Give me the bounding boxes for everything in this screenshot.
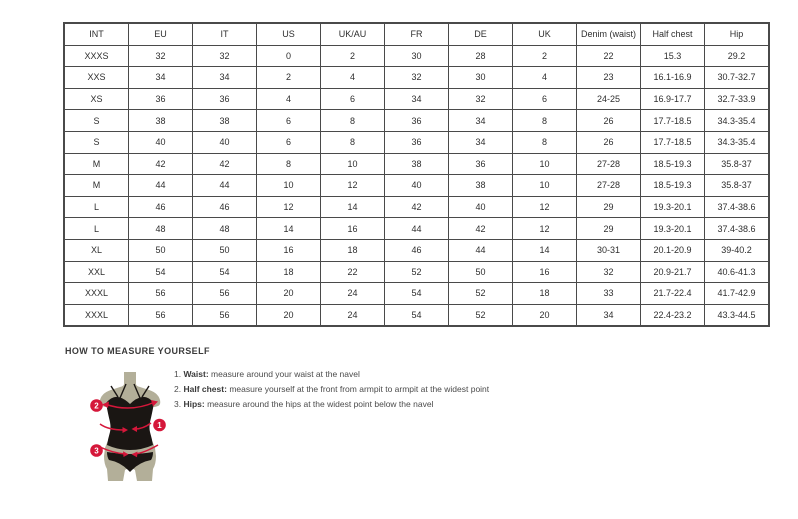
table-cell: 16 <box>513 261 577 283</box>
table-cell: 34 <box>385 88 449 110</box>
table-cell: 12 <box>257 196 321 218</box>
table-cell: 26 <box>577 110 641 132</box>
table-cell: 46 <box>129 196 193 218</box>
table-row <box>64 175 769 197</box>
table-cell: 24 <box>321 304 385 326</box>
measure-step-waist <box>174 367 514 382</box>
table-cell: 8 <box>513 131 577 153</box>
table-cell: 32 <box>385 67 449 89</box>
column-header-uk-au: UK/AU <box>321 23 385 45</box>
table-cell: XXL <box>64 261 129 283</box>
column-header-int: INT <box>64 23 129 45</box>
table-cell: 16.1-16.9 <box>641 67 705 89</box>
table-cell: 14 <box>257 218 321 240</box>
table-cell: 44 <box>385 218 449 240</box>
table-cell: 16 <box>321 218 385 240</box>
table-cell: 52 <box>449 283 513 305</box>
table-cell: 32 <box>129 45 193 67</box>
size-table-head-row <box>64 23 769 45</box>
table-cell: L <box>64 218 129 240</box>
table-cell: 40 <box>449 196 513 218</box>
table-cell: 40 <box>385 175 449 197</box>
measurement-figure <box>80 372 180 497</box>
table-cell: 36 <box>449 153 513 175</box>
table-cell: 20.9-21.7 <box>641 261 705 283</box>
table-row <box>64 110 769 132</box>
table-cell: 34 <box>577 304 641 326</box>
table-cell: 36 <box>193 88 257 110</box>
table-cell: 20 <box>257 304 321 326</box>
table-row <box>64 196 769 218</box>
table-cell: 10 <box>321 153 385 175</box>
table-cell: 35.8-37 <box>705 153 770 175</box>
table-cell: 30.7-32.7 <box>705 67 770 89</box>
table-cell: 34 <box>449 110 513 132</box>
table-cell: 54 <box>193 261 257 283</box>
table-cell: 38 <box>129 110 193 132</box>
table-row <box>64 218 769 240</box>
waist-badge-icon <box>153 419 166 432</box>
table-cell: 40.6-41.3 <box>705 261 770 283</box>
svg-text:2: 2 <box>94 401 99 411</box>
table-row <box>64 45 769 67</box>
table-cell: 56 <box>129 304 193 326</box>
table-cell: 20.1-20.9 <box>641 239 705 261</box>
table-cell: 54 <box>129 261 193 283</box>
table-cell: 19.3-20.1 <box>641 196 705 218</box>
table-cell: 32 <box>449 88 513 110</box>
table-cell: 29 <box>577 196 641 218</box>
step-text: measure around the hips at the widest point below the navel <box>207 399 434 410</box>
table-cell: 46 <box>385 239 449 261</box>
measure-steps-list <box>174 367 514 413</box>
table-cell: 6 <box>321 88 385 110</box>
table-cell: 29.2 <box>705 45 770 67</box>
table-cell: S <box>64 110 129 132</box>
step-number: 2. <box>174 384 182 395</box>
table-cell: 10 <box>257 175 321 197</box>
table-cell: 20 <box>513 304 577 326</box>
table-cell: 8 <box>321 110 385 132</box>
table-cell: XL <box>64 239 129 261</box>
mannequin-illustration <box>80 372 180 497</box>
step-label: Hips: <box>183 399 205 410</box>
column-header-denim-waist-: Denim (waist) <box>577 23 641 45</box>
table-cell: 34 <box>193 67 257 89</box>
table-cell: XXXL <box>64 283 129 305</box>
table-cell: 38 <box>193 110 257 132</box>
table-cell: 56 <box>129 283 193 305</box>
table-row <box>64 261 769 283</box>
table-row <box>64 239 769 261</box>
table-cell: 17.7-18.5 <box>641 110 705 132</box>
column-header-fr: FR <box>385 23 449 45</box>
table-cell: 24 <box>321 283 385 305</box>
table-cell: 39-40.2 <box>705 239 770 261</box>
size-table-section <box>63 22 770 327</box>
table-cell: 14 <box>321 196 385 218</box>
table-cell: 28 <box>449 45 513 67</box>
table-cell: 38 <box>449 175 513 197</box>
table-cell: 34.3-35.4 <box>705 131 770 153</box>
step-number: 3. <box>174 399 182 410</box>
table-cell: 32.7-33.9 <box>705 88 770 110</box>
table-cell: 22.4-23.2 <box>641 304 705 326</box>
table-cell: 8 <box>513 110 577 132</box>
table-cell: 21.7-22.4 <box>641 283 705 305</box>
table-cell: 46 <box>193 196 257 218</box>
table-row <box>64 283 769 305</box>
measure-step-hips <box>174 397 514 412</box>
table-cell: 2 <box>257 67 321 89</box>
column-header-half-chest: Half chest <box>641 23 705 45</box>
table-cell: 41.7-42.9 <box>705 283 770 305</box>
table-cell: 2 <box>513 45 577 67</box>
table-cell: 6 <box>257 110 321 132</box>
table-cell: 43.3-44.5 <box>705 304 770 326</box>
table-cell: 48 <box>193 218 257 240</box>
table-cell: 16.9-17.7 <box>641 88 705 110</box>
svg-text:3: 3 <box>94 446 99 456</box>
measure-step-half-chest <box>174 382 514 397</box>
column-header-hip: Hip <box>705 23 770 45</box>
column-header-it: IT <box>193 23 257 45</box>
table-cell: 2 <box>321 45 385 67</box>
table-cell: 6 <box>257 131 321 153</box>
table-cell: 8 <box>257 153 321 175</box>
table-cell: 30-31 <box>577 239 641 261</box>
table-cell: 4 <box>257 88 321 110</box>
table-cell: 33 <box>577 283 641 305</box>
table-cell: 18 <box>321 239 385 261</box>
column-header-de: DE <box>449 23 513 45</box>
table-cell: 22 <box>321 261 385 283</box>
step-label: Waist: <box>183 369 209 379</box>
table-row <box>64 153 769 175</box>
table-cell: 15.3 <box>641 45 705 67</box>
table-cell: 8 <box>321 131 385 153</box>
table-row <box>64 304 769 326</box>
table-cell: 42 <box>129 153 193 175</box>
table-cell: 4 <box>321 67 385 89</box>
table-cell: M <box>64 153 129 175</box>
table-cell: 50 <box>193 239 257 261</box>
table-cell: 36 <box>129 88 193 110</box>
table-cell: 50 <box>129 239 193 261</box>
step-number: 1. <box>174 369 182 379</box>
table-cell: 52 <box>385 261 449 283</box>
table-cell: 37.4-38.6 <box>705 218 770 240</box>
table-cell: 44 <box>193 175 257 197</box>
table-cell: 35.8-37 <box>705 175 770 197</box>
table-cell: 42 <box>449 218 513 240</box>
hips-badge-icon <box>90 444 103 457</box>
svg-text:1: 1 <box>157 420 162 430</box>
table-cell: XXXL <box>64 304 129 326</box>
table-cell: 56 <box>193 283 257 305</box>
table-cell: 30 <box>449 67 513 89</box>
table-cell: 44 <box>449 239 513 261</box>
table-cell: 52 <box>449 304 513 326</box>
column-header-uk: UK <box>513 23 577 45</box>
table-cell: 27-28 <box>577 153 641 175</box>
table-cell: 44 <box>129 175 193 197</box>
table-cell: 42 <box>385 196 449 218</box>
table-cell: XXS <box>64 67 129 89</box>
table-cell: 16 <box>257 239 321 261</box>
table-cell: 27-28 <box>577 175 641 197</box>
column-header-us: US <box>257 23 321 45</box>
table-cell: M <box>64 175 129 197</box>
table-cell: 4 <box>513 67 577 89</box>
table-cell: 12 <box>513 196 577 218</box>
table-cell: 20 <box>257 283 321 305</box>
table-cell: 18 <box>257 261 321 283</box>
table-row <box>64 88 769 110</box>
table-cell: 36 <box>385 131 449 153</box>
table-cell: 50 <box>449 261 513 283</box>
table-cell: 29 <box>577 218 641 240</box>
table-cell: 36 <box>385 110 449 132</box>
step-text: measure around your waist at the navel <box>211 369 360 379</box>
table-cell: XS <box>64 88 129 110</box>
table-cell: L <box>64 196 129 218</box>
table-cell: 10 <box>513 153 577 175</box>
table-cell: 18.5-19.3 <box>641 175 705 197</box>
table-cell: 23 <box>577 67 641 89</box>
table-cell: 24-25 <box>577 88 641 110</box>
column-header-eu: EU <box>129 23 193 45</box>
size-table <box>63 22 770 327</box>
table-cell: 42 <box>193 153 257 175</box>
table-cell: 30 <box>385 45 449 67</box>
table-cell: 32 <box>193 45 257 67</box>
table-cell: 12 <box>513 218 577 240</box>
table-cell: 38 <box>385 153 449 175</box>
table-cell: 6 <box>513 88 577 110</box>
size-table-body <box>64 45 769 326</box>
table-cell: 54 <box>385 304 449 326</box>
table-cell: 10 <box>513 175 577 197</box>
table-cell: S <box>64 131 129 153</box>
step-text: measure yourself at the front from armpit to armpit at the widest point <box>229 384 490 395</box>
table-cell: 34.3-35.4 <box>705 110 770 132</box>
step-label: Half chest: <box>183 384 227 395</box>
table-cell: 37.4-38.6 <box>705 196 770 218</box>
table-cell: 18.5-19.3 <box>641 153 705 175</box>
table-cell: 32 <box>577 261 641 283</box>
table-cell: 40 <box>193 131 257 153</box>
table-cell: 18 <box>513 283 577 305</box>
table-cell: 19.3-20.1 <box>641 218 705 240</box>
table-cell: 22 <box>577 45 641 67</box>
table-cell: 40 <box>129 131 193 153</box>
table-cell: XXXS <box>64 45 129 67</box>
table-cell: 17.7-18.5 <box>641 131 705 153</box>
table-cell: 34 <box>449 131 513 153</box>
table-cell: 48 <box>129 218 193 240</box>
table-cell: 12 <box>321 175 385 197</box>
table-row <box>64 67 769 89</box>
table-cell: 54 <box>385 283 449 305</box>
measure-section-title: HOW TO MEASURE YOURSELF <box>65 346 210 356</box>
table-cell: 0 <box>257 45 321 67</box>
half-chest-badge-icon <box>90 399 103 412</box>
table-cell: 34 <box>129 67 193 89</box>
table-cell: 14 <box>513 239 577 261</box>
table-cell: 56 <box>193 304 257 326</box>
table-cell: 26 <box>577 131 641 153</box>
table-row <box>64 131 769 153</box>
